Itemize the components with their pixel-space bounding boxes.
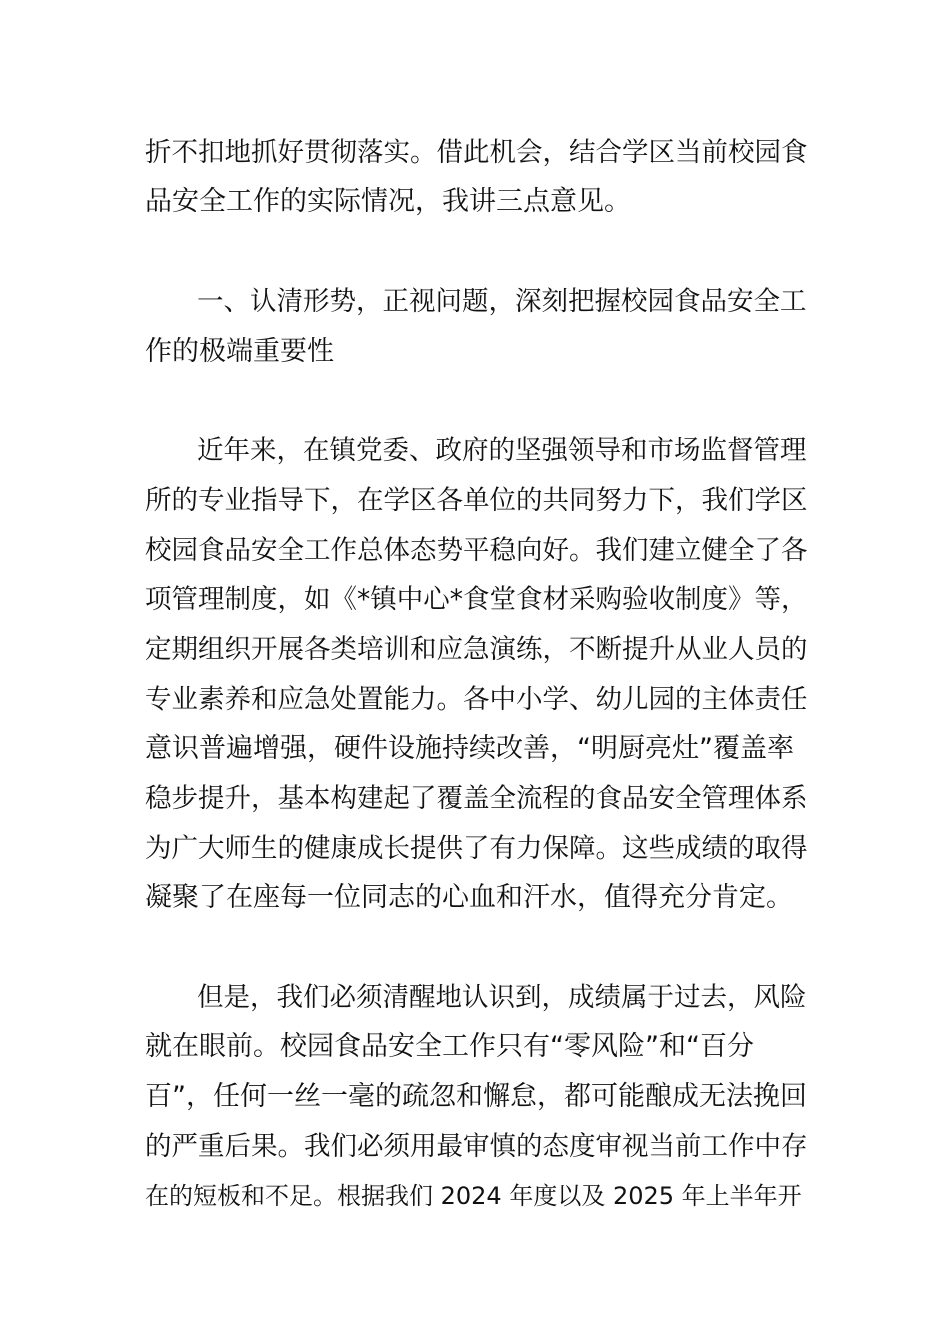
text-line: 的严重后果。我们必须用最审慎的态度审视当前工作中存 (145, 1131, 808, 1162)
text-line: 稳步提升，基本构建起了覆盖全流程的食品安全管理体系 (145, 783, 808, 814)
text-line: 折不扣地抓好贯彻落实。借此机会，结合学区当前校园食 (145, 137, 808, 168)
text-line: 定期组织开展各类培训和应急演练，不断提升从业人员的 (145, 634, 808, 665)
text-line: 意识普遍增强，硬件设施持续改善，“明厨亮灶”覆盖率 (145, 733, 794, 764)
text-line: 专业素养和应急处置能力。各中小学、幼儿园的主体责任 (145, 684, 808, 715)
text-line: 品安全工作的实际情况，我讲三点意见。 (145, 186, 631, 217)
text-line: 为广大师生的健康成长提供了有力保障。这些成绩的取得 (145, 833, 808, 864)
text-line: 百”，任何一丝一毫的疏忽和懈怠，都可能酿成无法挽回 (145, 1081, 807, 1112)
text-line: 校园食品安全工作总体态势平稳向好。我们建立健全了各 (145, 535, 808, 566)
section-heading-line: 作的极端重要性 (145, 336, 334, 367)
text-line: 所的专业指导下，在学区各单位的共同努力下，我们学区 (145, 485, 808, 516)
text-line: 在的短板和不足。根据我们 2024 年度以及 2025 年上半年开 (145, 1182, 802, 1210)
text-line: 就在眼前。校园食品安全工作只有“零风险”和“百分 (145, 1031, 754, 1062)
text-line: 但是，我们必须清醒地认识到，成绩属于过去，风险 (197, 982, 807, 1013)
text-line: 凝聚了在座每一位同志的心血和汗水，值得充分肯定。 (145, 882, 793, 913)
text-line: 项管理制度，如《*镇中心*食堂食材采购验收制度》等， (145, 584, 808, 615)
text-line: 近年来，在镇党委、政府的坚强领导和市场监督管理 (197, 435, 807, 466)
section-heading-line: 一、认清形势，正视问题，深刻把握校园食品安全工 (197, 286, 807, 317)
